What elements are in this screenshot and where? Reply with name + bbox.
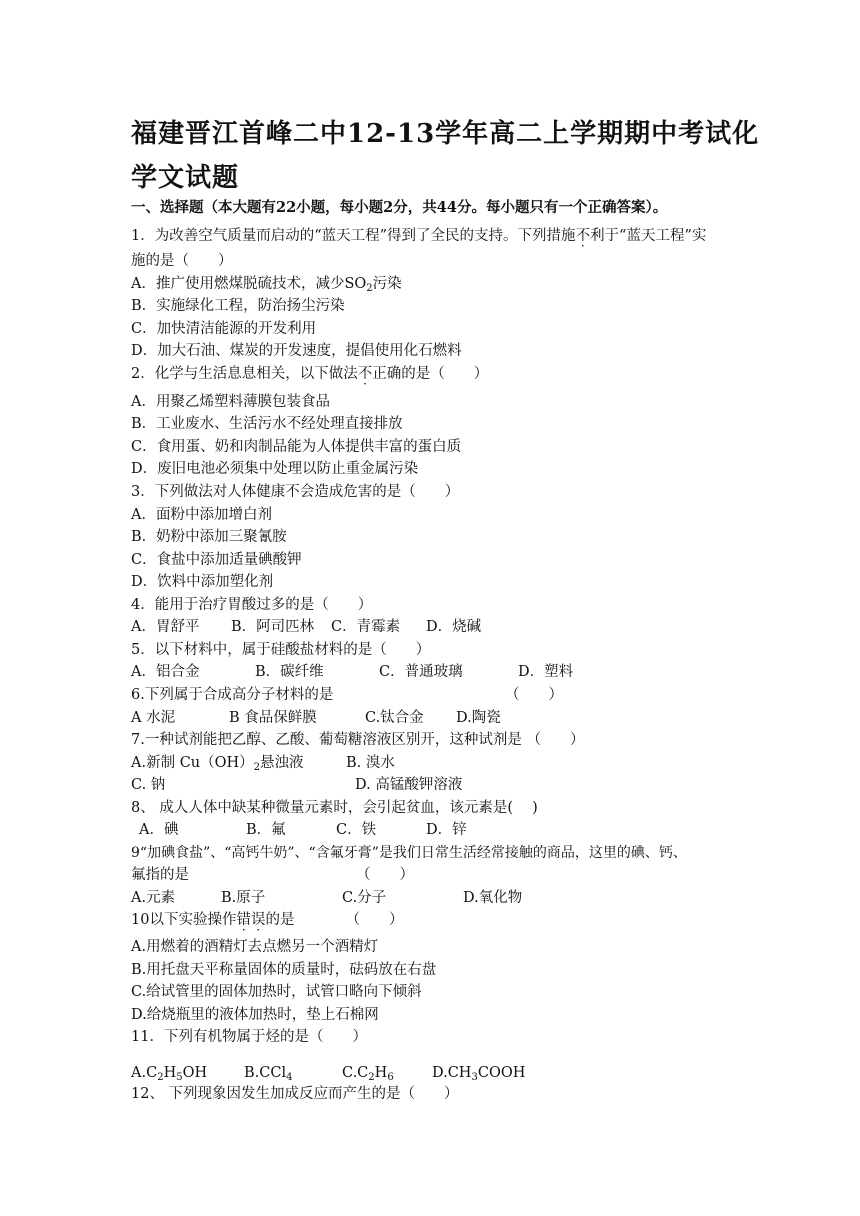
q9-stem-text: 氟指的是 xyxy=(131,867,189,883)
q7-option-c: C. 钠 xyxy=(131,777,166,793)
q12-stem: 12、 下列现象因发生加成反应而产生的是（ ） xyxy=(131,1086,459,1102)
q2-stem xyxy=(131,364,488,384)
q4-options xyxy=(131,617,481,637)
q7-option-b: B. 溴水 xyxy=(346,755,395,771)
q8-option-b: B．氟 xyxy=(246,822,286,838)
q11-c-part-1: C.C xyxy=(342,1065,369,1081)
q7-option-d: D. 高锰酸钾溶液 xyxy=(355,777,463,793)
q1-stem-text: 1．为改善空气质量而启动的“蓝天工程”得到了全民的支持。下列措施 xyxy=(131,228,576,244)
q11-option-d xyxy=(432,1065,525,1081)
q10-option-c: C.给试管里的固体加热时，试管口略向下倾斜 xyxy=(131,984,422,1000)
q1-option-a-text: A．推广使用燃煤脱硫技术，减少SO xyxy=(131,276,367,292)
q4-option-d: D．烧碱 xyxy=(426,619,482,635)
q3-option-c: C．食盐中添加适量碘酸钾 xyxy=(131,552,302,568)
q11-a-sub-1: 2 xyxy=(157,1072,164,1083)
q11-d-sub-1: 3 xyxy=(471,1072,478,1083)
q1-option-a-text-2: 污染 xyxy=(372,276,402,292)
q6-option-d: D.陶瓷 xyxy=(456,710,501,726)
q3-option-b: B．奶粉中添加三聚氰胺 xyxy=(131,529,287,545)
q4-stem: 4．能用于治疗胃酸过多的是（ ） xyxy=(131,597,373,613)
q10-stem-text: 10以下实验操作 xyxy=(131,912,237,928)
q4-option-c: C．青霉素 xyxy=(331,619,401,635)
q11-b-sub-1: 4 xyxy=(286,1072,293,1083)
q9-options xyxy=(131,888,522,908)
q11-stem: 11．下列有机物属于烃的是（ ） xyxy=(131,1029,367,1045)
q5-option-a: A．铝合金 xyxy=(131,664,200,680)
q6-stem-text: 6.下列属于合成高分子材料的是 xyxy=(131,687,334,703)
q6-option-b: B 食品保鲜膜 xyxy=(229,710,317,726)
q1-option-d: D．加大石油、煤炭的开发速度，提倡使用化石燃料 xyxy=(131,343,462,359)
q5-option-b: B．碳纤维 xyxy=(255,664,324,680)
q11-c-part-2: H xyxy=(374,1065,388,1081)
q8-options xyxy=(139,820,467,840)
q1-stem xyxy=(131,226,706,246)
q11-c-sub-1: 2 xyxy=(368,1072,375,1083)
q3-option-a: A．面粉中添加增白剂 xyxy=(131,507,272,523)
q5-options xyxy=(131,662,573,682)
q10-stem xyxy=(131,910,403,930)
q8-option-a: A．碘 xyxy=(139,822,179,838)
q2-stem-text-2: 正确的是（ ） xyxy=(372,366,489,382)
q7-option-a-sub: 2 xyxy=(253,762,261,773)
q5-option-c: C．普通玻璃 xyxy=(379,664,463,680)
q10-emphasis-1: 错 xyxy=(236,912,251,928)
q11-a-part-2: H xyxy=(163,1065,177,1081)
q2-option-b: B．工业废水、生活污水不经处理直接排放 xyxy=(131,416,403,432)
q8-stem: 8、 成人人体中缺某种微量元素时，会引起贫血，该元素是( ) xyxy=(131,800,538,816)
q9-option-d: D.氧化物 xyxy=(463,890,523,906)
q11-a-part-1: A.C xyxy=(131,1065,158,1081)
q11-b-part-1: B.CCl xyxy=(244,1065,287,1081)
q11-d-part-2: COOH xyxy=(477,1065,526,1081)
q1-option-a-sub: 2 xyxy=(366,283,373,294)
q9-option-c: C.分子 xyxy=(342,890,387,906)
q10-option-a: A.用燃着的酒精灯去点燃另一个酒精灯 xyxy=(131,939,379,955)
q10-stem-text-2: 的是 xyxy=(265,912,295,928)
page-title: 福建晋江首峰二中12-13学年高二上学期期中考试化学文试题 xyxy=(131,119,760,193)
q4-option-a: A．胃舒平 xyxy=(131,619,200,635)
q1-emphasis: 不 xyxy=(575,228,591,244)
section-heading xyxy=(131,196,667,217)
q1-stem-text-2: 利于“蓝天工程”实 xyxy=(590,228,707,244)
section-heading-text: 一、选择题（本大题有22小题，每小题2分，共44分。每小题只有一个正确答案）。 xyxy=(131,199,668,216)
q6-option-a: A 水泥 xyxy=(131,710,176,726)
q7-option-a-text: A.新制 Cu（OH） xyxy=(131,755,254,771)
q2-stem-text: 2．化学与生活息息相关，以下做法 xyxy=(131,366,358,382)
q11-a-sub-2: 5 xyxy=(176,1072,183,1083)
q8-option-d: D．锌 xyxy=(426,822,467,838)
q11-a-part-3: OH xyxy=(182,1065,208,1081)
q2-emphasis: 不 xyxy=(357,366,373,382)
q11-d-part-1: D.CH xyxy=(432,1065,472,1081)
q7-options-cd xyxy=(131,775,462,795)
q6-paren: （ ） xyxy=(505,687,563,703)
q9-paren: （ ） xyxy=(356,867,414,883)
q6-stem xyxy=(131,685,563,705)
q4-option-b: B．阿司匹林 xyxy=(231,619,315,635)
q9-stem: 9“加碘食盐”、“高钙牛奶”、“含氟牙膏”是我们日常生活经常接触的商品，这里的碘、钙、 xyxy=(131,845,687,861)
q2-option-c: C．食用蛋、奶和肉制品能为人体提供丰富的蛋白质 xyxy=(131,439,462,455)
q6-options xyxy=(131,708,501,728)
q10-option-b: B.用托盘天平称量固体的质量时，砝码放在右盘 xyxy=(131,962,437,978)
q9-stem-cont xyxy=(131,865,414,885)
q2-option-d: D．废旧电池必须集中处理以防止重金属污染 xyxy=(131,461,419,477)
q9-option-a: A.元素 xyxy=(131,890,176,906)
q11-c-sub-2: 6 xyxy=(387,1072,394,1083)
q2-option-a: A．用聚乙烯塑料薄膜包装食品 xyxy=(131,394,330,410)
q1-option-b: B．实施绿化工程，防治扬尘污染 xyxy=(131,298,345,314)
q10-emphasis-2: 误 xyxy=(250,912,266,928)
q3-stem: 3．下列做法对人体健康不会造成危害的是（ ） xyxy=(131,484,460,500)
q1-option-c: C．加快清洁能源的开发利用 xyxy=(131,321,317,337)
q5-option-d: D．塑料 xyxy=(518,664,574,680)
q10-option-d: D.给烧瓶里的液体加热时，垫上石棉网 xyxy=(131,1007,379,1023)
q5-stem: 5．以下材料中，属于硅酸盐材料的是（ ） xyxy=(131,642,431,658)
q7-option-a-text-2: 悬浊液 xyxy=(260,755,304,771)
q6-option-c: C.钛合金 xyxy=(365,710,424,726)
q9-option-b: B.原子 xyxy=(221,890,266,906)
q1-stem-cont: 施的是（ ） xyxy=(131,253,233,269)
q7-stem: 7.一种试剂能把乙醇、乙酸、葡萄糖溶液区别开，这种试剂是 （ ） xyxy=(131,732,585,748)
q8-option-c: C．铁 xyxy=(336,822,377,838)
q10-paren: （ ） xyxy=(345,912,404,928)
q3-option-d: D．饮料中添加塑化剂 xyxy=(131,574,274,590)
